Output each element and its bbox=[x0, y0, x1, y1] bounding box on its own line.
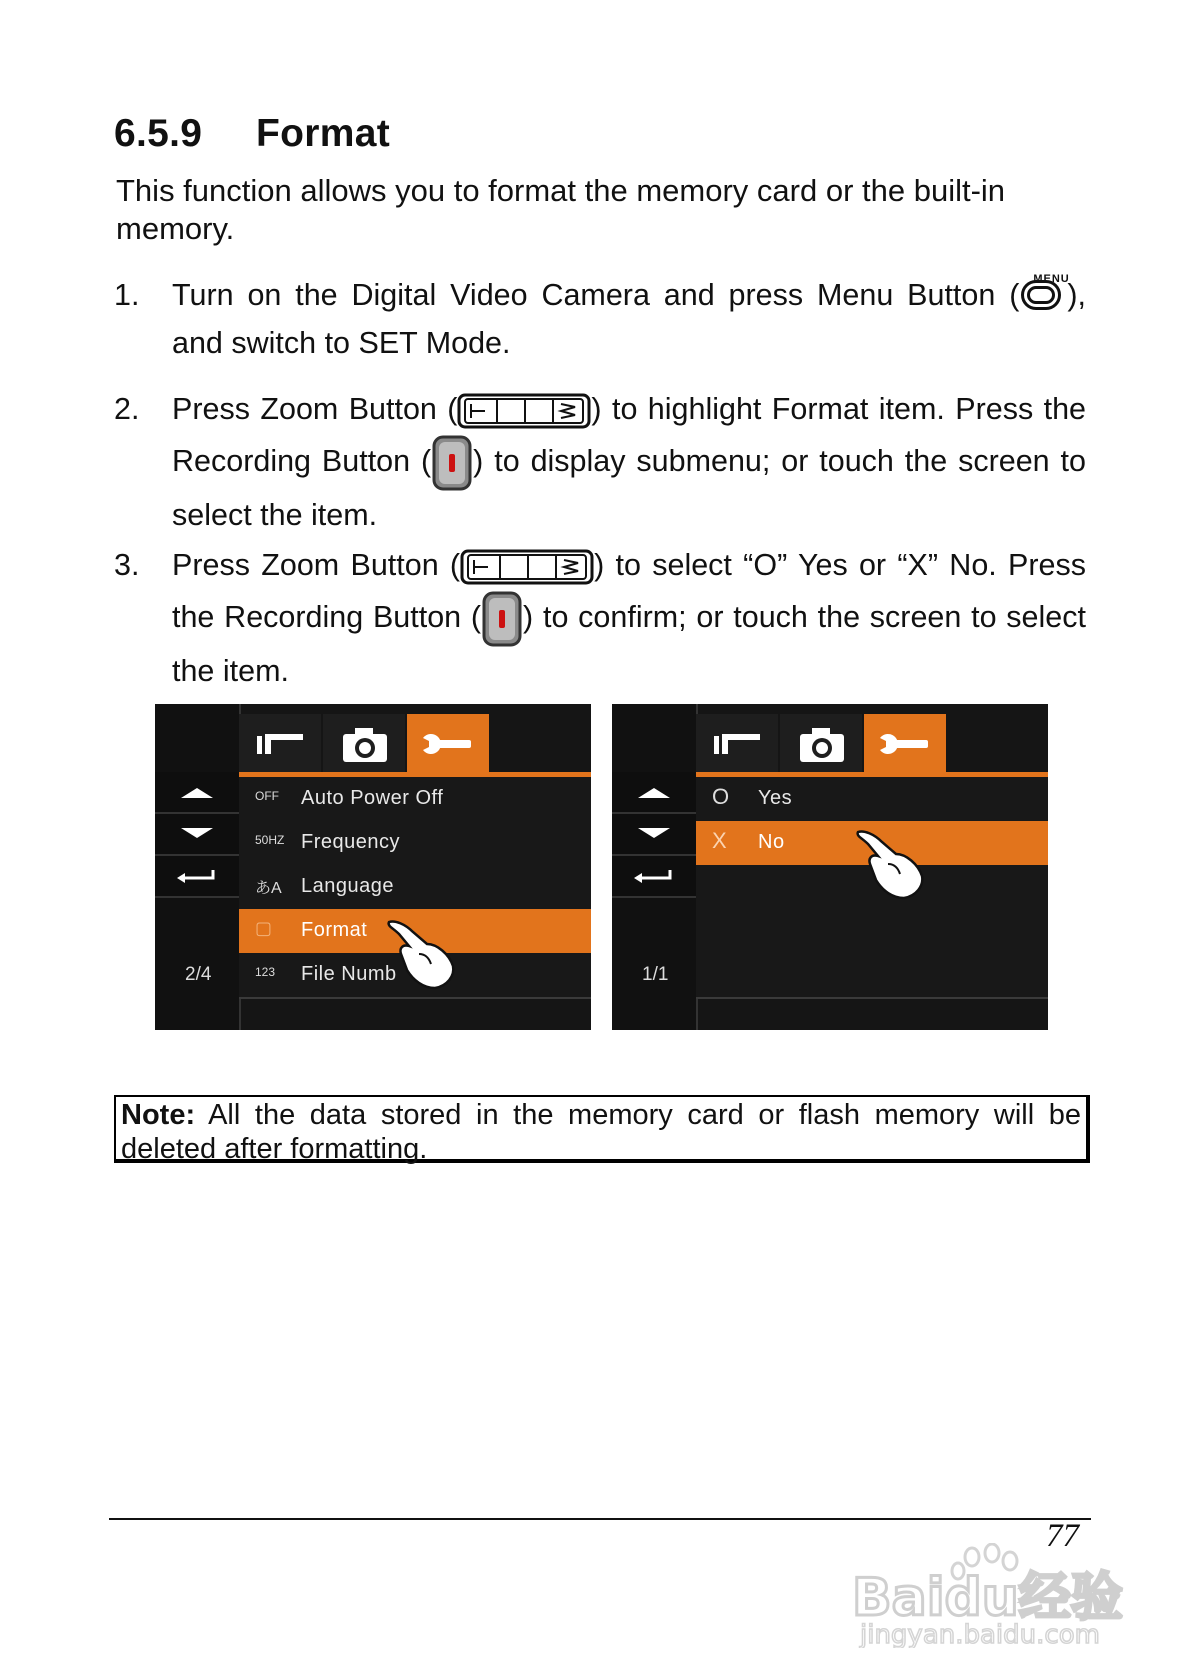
note-text: All the data stored in the memory card or flash memory will be deleted after formatting. bbox=[121, 1099, 1081, 1165]
step-number: 1. bbox=[114, 278, 140, 312]
intro-paragraph: This function allows you to format the memory card or the built-in memory. bbox=[116, 173, 1006, 246]
touch-hand-icon bbox=[383, 914, 463, 994]
circle-icon: O bbox=[712, 784, 730, 809]
step-number: 2. bbox=[114, 392, 140, 426]
menu-item-frequency[interactable]: 50HZ Frequency bbox=[239, 821, 591, 867]
section-title: Format bbox=[256, 112, 390, 155]
step-text: ) to confirm; or touch the screen to select the item. bbox=[172, 599, 1086, 688]
step-body bbox=[172, 272, 1086, 367]
step-text: Press Zoom Button ( bbox=[172, 548, 461, 582]
tab-video[interactable] bbox=[239, 714, 321, 774]
empty-row bbox=[696, 909, 1048, 955]
back-button[interactable] bbox=[155, 856, 239, 898]
step-text: ) to display submenu; or touch the screen to select the item. bbox=[172, 443, 1086, 532]
record-button-icon bbox=[431, 434, 473, 492]
step-3 bbox=[114, 542, 1086, 686]
watermark-brand: Baidu经验 bbox=[852, 1568, 1123, 1628]
camera-icon bbox=[323, 714, 405, 774]
mode-tabs bbox=[239, 714, 591, 774]
step-text: ), and switch to SET Mode. bbox=[172, 278, 1086, 360]
section-number: 6.5.9 bbox=[114, 112, 203, 155]
option-no[interactable]: X No bbox=[696, 821, 1048, 867]
footer-rule bbox=[109, 1518, 1091, 1520]
file-number-icon: 123 bbox=[255, 965, 276, 979]
return-icon bbox=[612, 856, 696, 896]
step-body bbox=[172, 386, 1086, 539]
baidu-watermark-logo bbox=[850, 1543, 1130, 1648]
menu-item-auto-power-off[interactable]: OFF Auto Power Off bbox=[239, 777, 591, 823]
camera-icon bbox=[780, 714, 862, 774]
language-icon: あA bbox=[255, 880, 282, 897]
video-mode-icon bbox=[696, 714, 778, 774]
frequency-icon: 50HZ bbox=[255, 833, 285, 847]
video-mode-icon bbox=[239, 714, 321, 774]
menu-caption: MENU bbox=[1033, 272, 1070, 285]
step-text: Turn on the Digital Video Camera and press Menu Button ( bbox=[172, 278, 1020, 312]
camera-screen-settings bbox=[155, 704, 591, 1030]
zoom-button-icon bbox=[460, 549, 594, 585]
touch-hand-icon bbox=[852, 824, 932, 904]
menu-item-format[interactable]: ▢ Format bbox=[239, 909, 591, 955]
arrow-down-icon bbox=[155, 814, 239, 854]
section-heading bbox=[114, 112, 390, 156]
zoom-button-icon bbox=[457, 393, 591, 429]
tab-photo[interactable] bbox=[323, 714, 405, 774]
note-box bbox=[114, 1095, 1090, 1163]
tab-settings[interactable] bbox=[407, 714, 489, 774]
tab-video[interactable] bbox=[696, 714, 778, 774]
menu-item-file-number[interactable]: 123 File Numb bbox=[239, 953, 591, 999]
scroll-down-button[interactable] bbox=[612, 814, 696, 856]
power-off-icon: OFF bbox=[255, 789, 279, 803]
record-button-icon bbox=[481, 590, 523, 648]
step-text: Press Zoom Button ( bbox=[172, 392, 458, 426]
tab-photo[interactable] bbox=[780, 714, 862, 774]
menu-button-icon bbox=[1021, 272, 1070, 316]
step-text: ) to select “O” Yes or “X” No. Press the Recording Button ( bbox=[172, 548, 1086, 634]
step-text: ) to highlight Format item. Press the Recording Button ( bbox=[172, 392, 1086, 478]
tab-settings[interactable] bbox=[864, 714, 946, 774]
arrow-down-icon bbox=[612, 814, 696, 854]
menu-item-language[interactable]: あA Language bbox=[239, 865, 591, 911]
page-indicator: 2/4 bbox=[185, 964, 212, 985]
option-yes[interactable]: O Yes bbox=[696, 777, 1048, 823]
scroll-down-button[interactable] bbox=[155, 814, 239, 856]
back-button[interactable] bbox=[612, 856, 696, 898]
wrench-icon bbox=[407, 714, 489, 774]
step-body bbox=[172, 542, 1086, 695]
step-number: 3. bbox=[114, 548, 140, 582]
scroll-up-button[interactable] bbox=[155, 772, 239, 814]
mode-tabs bbox=[696, 714, 1048, 774]
memory-card-icon: ▢ bbox=[255, 918, 273, 938]
scroll-up-button[interactable] bbox=[612, 772, 696, 814]
note-label: Note: bbox=[121, 1099, 196, 1131]
arrow-up-icon bbox=[612, 772, 696, 812]
cross-icon: X bbox=[712, 828, 727, 853]
page-number: 77 bbox=[1046, 1518, 1079, 1554]
step-1 bbox=[114, 272, 1086, 368]
camera-screen-format-submenu bbox=[612, 704, 1048, 1030]
empty-row bbox=[696, 953, 1048, 999]
step-2 bbox=[114, 386, 1086, 530]
watermark-url: jingyan.baidu.com bbox=[860, 1620, 1100, 1648]
page-indicator: 1/1 bbox=[642, 964, 669, 985]
return-icon bbox=[155, 856, 239, 896]
wrench-icon bbox=[864, 714, 946, 774]
arrow-up-icon bbox=[155, 772, 239, 812]
